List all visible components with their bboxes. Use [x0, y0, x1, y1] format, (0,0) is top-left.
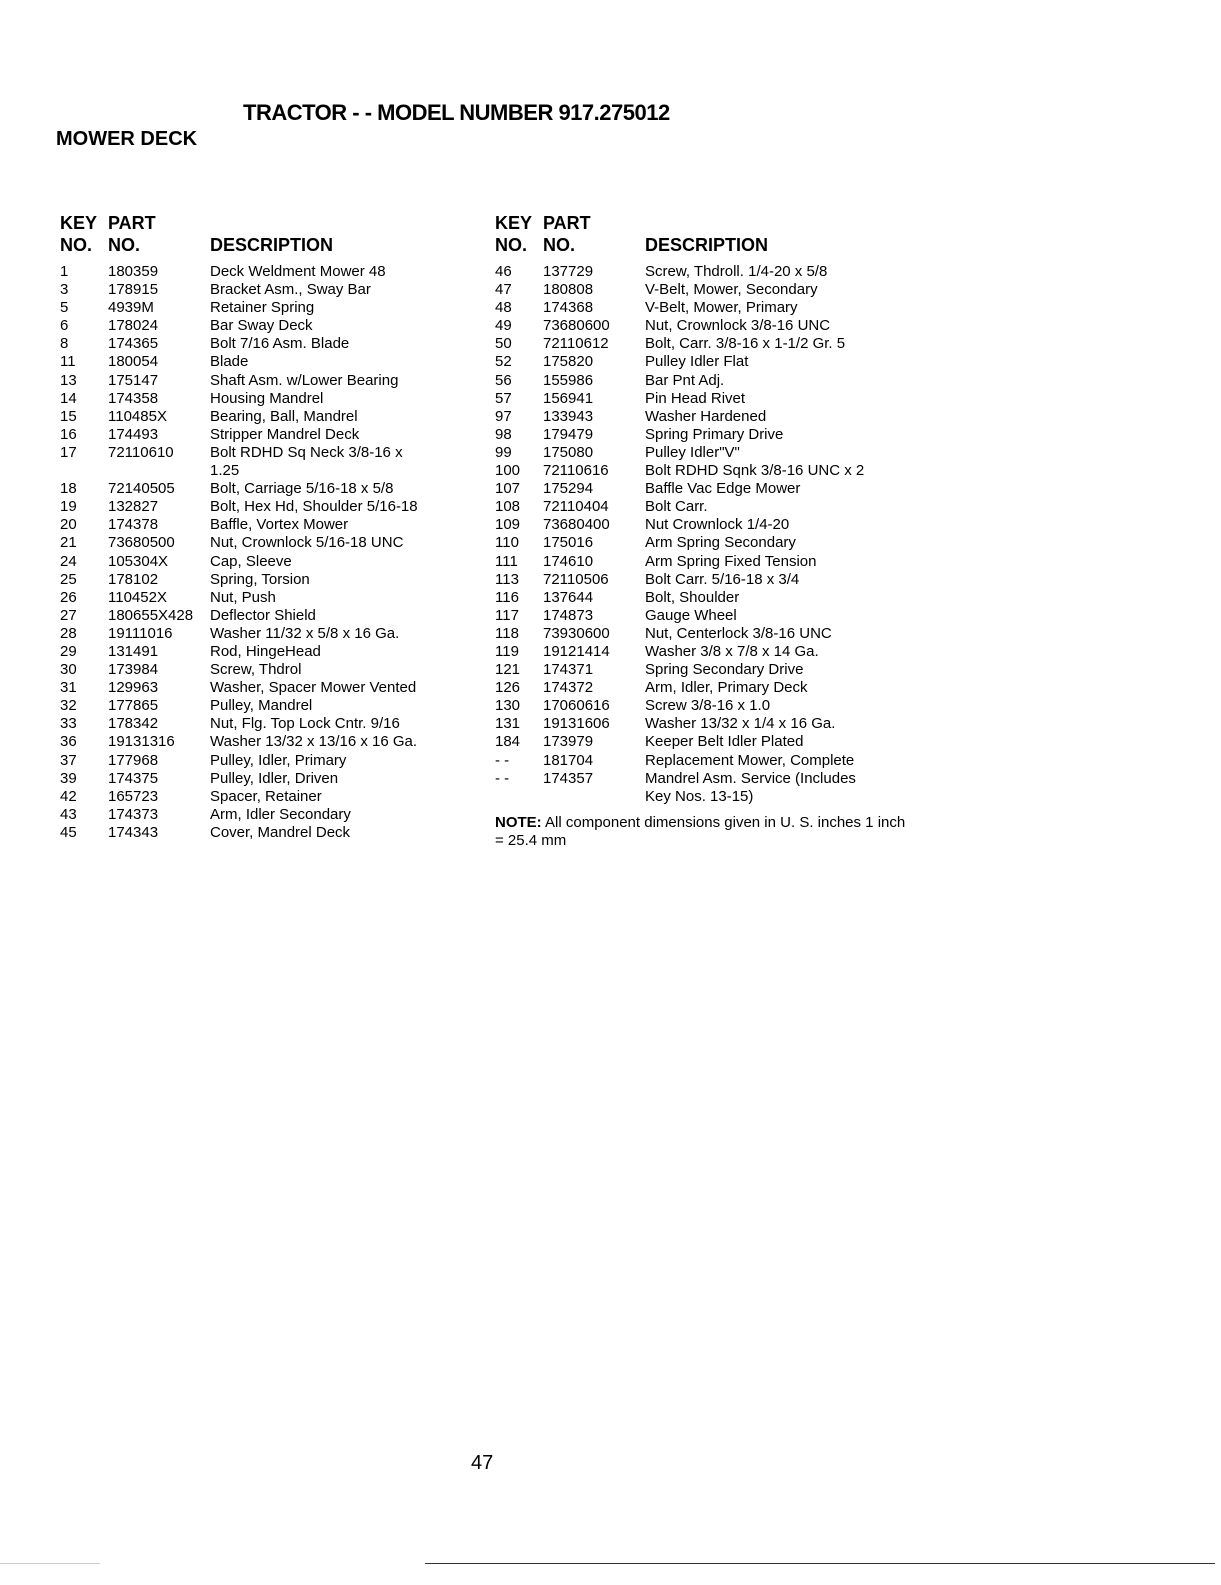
table-row — [60, 625, 490, 643]
description-cell: Bolt, Shoulder — [645, 588, 740, 606]
part-no-cell: 73680600 — [543, 317, 610, 335]
key-no-cell: 97 — [495, 407, 512, 425]
key-no-cell: 39 — [60, 769, 77, 787]
table-row — [60, 444, 490, 462]
description-header: DESCRIPTION — [210, 235, 334, 255]
table-row — [60, 299, 490, 317]
table-row — [60, 679, 490, 697]
table-row — [60, 607, 490, 625]
description-cell: Retainer Spring — [210, 299, 315, 317]
part-no-cell: 19131316 — [108, 733, 175, 751]
column-header — [60, 213, 490, 263]
table-row — [495, 553, 915, 571]
key-no-cell: 108 — [495, 498, 521, 516]
table-row — [495, 625, 915, 643]
key-no-cell: 5 — [60, 299, 69, 317]
table-row — [60, 806, 490, 824]
table-row — [495, 516, 915, 534]
part-no-cell: 174373 — [108, 805, 159, 823]
description-cell: Nut, Crownlock 5/16-18 UNC — [210, 534, 404, 552]
part-header: PART — [543, 213, 591, 233]
part-no-cell: 19121414 — [543, 642, 610, 660]
table-row — [495, 770, 915, 788]
footer-rule-left — [0, 1563, 100, 1564]
description-cell: Arm Spring Secondary — [645, 534, 796, 552]
key-no-cell: 19 — [60, 498, 77, 516]
part-no-cell: 4939M — [108, 299, 154, 317]
part-no-cell: 165723 — [108, 787, 159, 805]
table-row — [495, 335, 915, 353]
part-no-cell: 110485X — [108, 407, 167, 425]
table-row — [495, 571, 915, 589]
description-cell: Pulley, Idler, Driven — [210, 769, 339, 787]
key-no-cell: 46 — [495, 263, 512, 280]
section-title: MOWER DECK — [56, 128, 198, 150]
key-no-cell: 50 — [495, 335, 512, 353]
description-cell: Deck Weldment Mower 48 — [210, 263, 386, 280]
key-no-cell: 6 — [60, 317, 69, 335]
table-row — [60, 426, 490, 444]
key-no-header: NO. — [60, 235, 93, 255]
description-cell: Washer 3/8 x 7/8 x 14 Ga. — [645, 642, 819, 660]
description-cell: Gauge Wheel — [645, 606, 737, 624]
table-row — [495, 281, 915, 299]
description-cell: Bolt Carr. — [645, 498, 708, 516]
key-header: KEY — [60, 213, 98, 233]
table-row — [60, 480, 490, 498]
key-no-cell: 15 — [60, 407, 77, 425]
description-cell: Pin Head Rivet — [645, 389, 746, 407]
description-cell: Bolt RDHD Sqnk 3/8-16 UNC x 2 — [645, 462, 865, 480]
key-no-cell: 116 — [495, 588, 519, 606]
description-cell: Spring Secondary Drive — [645, 661, 804, 679]
part-no-cell: 72110610 — [108, 443, 174, 461]
description-cell: Mandrel Asm. Service (Includes — [645, 769, 856, 787]
table-row — [60, 534, 490, 552]
table-row — [495, 317, 915, 335]
key-no-cell: 131 — [495, 715, 521, 733]
description-cell: Arm, Idler, Primary Deck — [645, 679, 808, 697]
key-no-cell: 8 — [60, 335, 69, 353]
part-no-cell: 72140505 — [108, 480, 175, 498]
table-row — [60, 752, 490, 770]
key-no-cell: 45 — [60, 823, 77, 841]
key-no-cell: 13 — [60, 371, 77, 389]
key-no-cell: 29 — [60, 642, 77, 660]
key-no-cell: 18 — [60, 480, 77, 498]
part-no-cell: 19111016 — [108, 624, 173, 642]
key-no-cell: 27 — [60, 606, 77, 624]
description-cell: Nut, Crownlock 3/8-16 UNC — [645, 317, 831, 335]
part-no-cell: 72110612 — [543, 335, 609, 353]
key-no-cell: 49 — [495, 317, 512, 335]
part-no-cell: 133943 — [543, 407, 594, 425]
key-no-cell: 99 — [495, 443, 512, 461]
table-row — [495, 715, 915, 733]
table-row — [495, 733, 915, 751]
dimensions-note — [495, 814, 915, 850]
table-row — [60, 408, 490, 426]
table-row — [495, 444, 915, 462]
description-cell: Spring, Torsion — [210, 570, 310, 588]
key-no-cell: 36 — [60, 733, 77, 751]
table-row — [495, 534, 915, 552]
key-no-cell: 1 — [60, 263, 69, 280]
part-no-cell: 129963 — [108, 679, 159, 697]
footer-rule — [425, 1563, 1215, 1564]
description-cell: 1.25 — [210, 462, 240, 480]
table-row — [60, 516, 490, 534]
table-row — [60, 281, 490, 299]
table-row — [60, 317, 490, 335]
key-no-cell: 52 — [495, 353, 512, 371]
part-no-cell: 180808 — [543, 281, 594, 299]
description-cell: Washer 13/32 x 13/16 x 16 Ga. — [210, 733, 418, 751]
description-cell: Baffle, Vortex Mower — [210, 516, 349, 534]
column-header — [495, 213, 915, 263]
table-row — [495, 498, 915, 516]
description-cell: Blade — [210, 353, 249, 371]
key-no-cell: 28 — [60, 624, 77, 642]
part-no-cell: 105304X — [108, 552, 169, 570]
part-no-cell: 73680500 — [108, 534, 175, 552]
description-cell: Washer, Spacer Mower Vented — [210, 679, 417, 697]
table-row — [60, 697, 490, 715]
note-label: NOTE: — [495, 813, 542, 831]
part-no-cell: 174343 — [108, 823, 159, 841]
table-row — [60, 571, 490, 589]
part-no-cell: 179479 — [543, 425, 594, 443]
key-no-cell: 107 — [495, 480, 521, 498]
table-row — [60, 372, 490, 390]
key-no-cell: 57 — [495, 389, 512, 407]
key-no-cell: 11 — [60, 353, 76, 371]
description-cell: Housing Mandrel — [210, 389, 324, 407]
key-no-cell: 30 — [60, 661, 77, 679]
table-row — [495, 661, 915, 679]
key-no-cell: 37 — [60, 751, 77, 769]
table-row — [495, 372, 915, 390]
part-no-cell: 177968 — [108, 751, 159, 769]
description-cell: Cover, Mandrel Deck — [210, 823, 351, 841]
part-no-cell: 175016 — [543, 534, 594, 552]
part-no-cell: 174357 — [543, 769, 594, 787]
table-row — [60, 553, 490, 571]
description-cell: Replacement Mower, Complete — [645, 751, 855, 769]
key-no-cell: 17 — [60, 443, 77, 461]
table-row — [60, 770, 490, 788]
key-no-cell: 117 — [495, 606, 519, 624]
description-cell: Screw 3/8-16 x 1.0 — [645, 697, 771, 715]
part-no-header: NO. — [108, 235, 141, 255]
table-row — [495, 426, 915, 444]
description-cell: Screw, Thdrol — [210, 661, 302, 679]
description-cell: Arm, Idler Secondary — [210, 805, 351, 823]
table-row — [495, 697, 915, 715]
part-no-cell: 174368 — [543, 299, 594, 317]
table-row — [495, 589, 915, 607]
parts-list-right — [495, 263, 915, 806]
part-no-cell: 174371 — [543, 661, 594, 679]
key-no-cell: - - — [495, 751, 510, 769]
part-no-cell: 155986 — [543, 371, 594, 389]
part-no-cell: 174873 — [543, 606, 594, 624]
table-row — [60, 353, 490, 371]
table-row — [495, 643, 915, 661]
part-no-cell: 175820 — [543, 353, 594, 371]
table-row — [60, 643, 490, 661]
table-row — [495, 607, 915, 625]
table-row — [60, 661, 490, 679]
table-row — [60, 733, 490, 751]
part-no-cell: 178102 — [108, 570, 159, 588]
description-cell: Nut, Centerlock 3/8-16 UNC — [645, 624, 832, 642]
description-cell: Bolt, Carr. 3/8-16 x 1-1/2 Gr. 5 — [645, 335, 846, 353]
table-row — [495, 480, 915, 498]
key-no-cell: - - — [495, 769, 510, 787]
part-no-cell: 174375 — [108, 769, 159, 787]
key-no-cell: 111 — [495, 552, 518, 570]
table-row — [60, 589, 490, 607]
part-no-cell: 173979 — [543, 733, 594, 751]
part-no-cell: 178915 — [108, 281, 159, 299]
description-cell: Bolt, Carriage 5/16-18 x 5/8 — [210, 480, 394, 498]
description-cell: Bolt, Hex Hd, Shoulder 5/16-18 — [210, 498, 418, 516]
table-row — [60, 788, 490, 806]
description-cell: Screw, Thdroll. 1/4-20 x 5/8 — [645, 263, 828, 280]
description-cell: Keeper Belt Idler Plated — [645, 733, 804, 751]
parts-column-left — [60, 213, 490, 842]
table-row — [495, 788, 915, 806]
key-no-cell: 33 — [60, 715, 77, 733]
key-no-cell: 121 — [495, 661, 521, 679]
part-no-cell: 174358 — [108, 389, 159, 407]
part-no-cell: 180054 — [108, 353, 159, 371]
description-cell: Washer 11/32 x 5/8 x 16 Ga. — [210, 624, 400, 642]
table-row — [495, 462, 915, 480]
description-header: DESCRIPTION — [645, 235, 769, 255]
part-no-cell: 72110506 — [543, 570, 609, 588]
table-row — [60, 824, 490, 842]
page-title: TRACTOR - - MODEL NUMBER 917.275012 — [243, 100, 670, 125]
note-text: All component dimensions given in U. S. inches 1 inch = 25.4 mm — [495, 813, 906, 849]
description-cell: Bracket Asm., Sway Bar — [210, 281, 371, 299]
part-no-cell: 175294 — [543, 480, 594, 498]
part-no-cell: 174378 — [108, 516, 159, 534]
key-no-cell: 130 — [495, 697, 521, 715]
key-no-cell: 32 — [60, 697, 77, 715]
part-no-cell: 174365 — [108, 335, 159, 353]
part-no-cell: 178024 — [108, 317, 159, 335]
key-no-cell: 118 — [495, 624, 519, 642]
key-no-cell: 25 — [60, 570, 77, 588]
part-no-cell: 174493 — [108, 425, 159, 443]
key-no-cell: 126 — [495, 679, 521, 697]
parts-list-left — [60, 263, 490, 842]
key-no-cell: 16 — [60, 425, 77, 443]
description-cell: Pulley, Idler, Primary — [210, 751, 347, 769]
key-no-cell: 110 — [495, 534, 519, 552]
part-no-cell: 178342 — [108, 715, 159, 733]
table-row — [495, 408, 915, 426]
table-row — [495, 299, 915, 317]
part-no-cell: 110452X — [108, 588, 167, 606]
table-row — [60, 715, 490, 733]
table-row — [60, 498, 490, 516]
description-cell: Nut Crownlock 1/4-20 — [645, 516, 790, 534]
description-cell: Baffle Vac Edge Mower — [645, 480, 801, 498]
description-cell: Bearing, Ball, Mandrel — [210, 407, 358, 425]
description-cell: Spacer, Retainer — [210, 787, 322, 805]
table-row — [495, 390, 915, 408]
key-no-cell: 119 — [495, 642, 519, 660]
key-no-cell: 20 — [60, 516, 77, 534]
description-cell: Nut, Push — [210, 588, 276, 606]
part-header: PART — [108, 213, 156, 233]
description-cell: Cap, Sleeve — [210, 552, 292, 570]
part-no-cell: 17060616 — [543, 697, 610, 715]
part-no-cell: 174372 — [543, 679, 594, 697]
part-no-cell: 174610 — [543, 552, 594, 570]
part-no-cell: 181704 — [543, 751, 594, 769]
part-no-cell: 180655X428 — [108, 606, 194, 624]
key-header: KEY — [495, 213, 533, 233]
part-no-cell: 72110404 — [543, 498, 609, 516]
part-no-cell: 137644 — [543, 588, 594, 606]
key-no-header: NO. — [495, 235, 528, 255]
description-cell: Pulley, Mandrel — [210, 697, 313, 715]
part-no-cell: 73680400 — [543, 516, 610, 534]
table-row — [495, 679, 915, 697]
table-row — [60, 390, 490, 408]
description-cell: Deflector Shield — [210, 606, 316, 624]
description-cell: Rod, HingeHead — [210, 642, 321, 660]
description-cell: Bar Sway Deck — [210, 317, 313, 335]
description-cell: Nut, Flg. Top Lock Cntr. 9/16 — [210, 715, 400, 733]
description-cell: Bolt 7/16 Asm. Blade — [210, 335, 350, 353]
key-no-cell: 184 — [495, 733, 521, 751]
key-no-cell: 26 — [60, 588, 77, 606]
part-no-cell: 72110616 — [543, 462, 609, 480]
part-no-cell: 177865 — [108, 697, 159, 715]
description-cell: Pulley Idler"V" — [645, 443, 740, 461]
part-no-cell: 175080 — [543, 443, 594, 461]
table-row — [60, 335, 490, 353]
part-no-cell: 137729 — [543, 263, 594, 280]
page-number: 47 — [471, 1452, 494, 1474]
description-cell: Bolt Carr. 5/16-18 x 3/4 — [645, 570, 800, 588]
description-cell: Stripper Mandrel Deck — [210, 425, 360, 443]
key-no-cell: 42 — [60, 787, 77, 805]
key-no-cell: 48 — [495, 299, 512, 317]
key-no-cell: 31 — [60, 679, 77, 697]
key-no-cell: 47 — [495, 281, 512, 299]
part-no-cell: 19131606 — [543, 715, 610, 733]
key-no-cell: 43 — [60, 805, 77, 823]
part-no-cell: 173984 — [108, 661, 159, 679]
description-cell: Shaft Asm. w/Lower Bearing — [210, 371, 399, 389]
table-row — [60, 462, 490, 480]
key-no-cell: 100 — [495, 462, 521, 480]
part-no-cell: 156941 — [543, 389, 594, 407]
description-cell: V-Belt, Mower, Primary — [645, 299, 798, 317]
description-cell: Key Nos. 13-15) — [645, 787, 754, 805]
key-no-cell: 113 — [495, 570, 519, 588]
key-no-cell: 3 — [60, 281, 69, 299]
key-no-cell: 14 — [60, 389, 77, 407]
key-no-cell: 21 — [60, 534, 77, 552]
key-no-cell: 98 — [495, 425, 512, 443]
parts-column-right — [495, 213, 915, 850]
part-no-cell: 175147 — [108, 371, 159, 389]
description-cell: Washer 13/32 x 1/4 x 16 Ga. — [645, 715, 836, 733]
part-no-cell: 180359 — [108, 263, 159, 280]
description-cell: Bolt RDHD Sq Neck 3/8-16 x — [210, 443, 403, 461]
key-no-cell: 109 — [495, 516, 521, 534]
description-cell: V-Belt, Mower, Secondary — [645, 281, 818, 299]
key-no-cell: 24 — [60, 552, 77, 570]
description-cell: Washer Hardened — [645, 407, 767, 425]
key-no-cell: 56 — [495, 371, 512, 389]
table-row — [495, 353, 915, 371]
table-row — [495, 752, 915, 770]
description-cell: Arm Spring Fixed Tension — [645, 552, 817, 570]
description-cell: Pulley Idler Flat — [645, 353, 749, 371]
description-cell: Bar Pnt Adj. — [645, 371, 725, 389]
table-row — [60, 263, 490, 281]
table-row — [495, 263, 915, 281]
part-no-cell: 132827 — [108, 498, 159, 516]
part-no-cell: 131491 — [108, 642, 159, 660]
part-no-cell: 73930600 — [543, 624, 610, 642]
part-no-header: NO. — [543, 235, 576, 255]
description-cell: Spring Primary Drive — [645, 425, 784, 443]
